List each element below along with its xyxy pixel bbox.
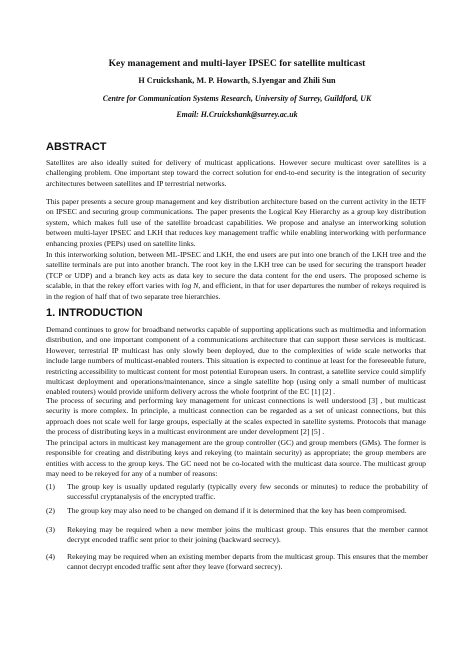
abstract-heading: ABSTRACT: [46, 141, 107, 153]
paper-title: Key management and multi-layer IPSEC for satellite multicast: [108, 58, 366, 69]
abstract-paragraph-3: [46, 250, 426, 302]
intro-paragraph-3: The principal actors in multicast key management are the group controller (GC) and group members (GMs). The former is responsible for creating and distributing keys and rekeying (to maintain security) as appropriate; the group members are entities with access to the group keys. The GC need not be co-located with the multicast data source. The multicast group may need to be rekeyed for any of a number of reasons:: [46, 438, 426, 479]
introduction-heading: 1. INTRODUCTION: [46, 307, 143, 319]
abstract-paragraph-3-end: , and efficient, in that for user departures the number of rekeys required is in the region of half that of two separate tree hierarchies.: [46, 281, 426, 301]
abstract-paragraph-2: This paper presents a secure group management and key distribution architecture based on the current activity in the IETF on IPSEC and securing group communications. The paper presents the Logical Key Hierarchy as a group key distribution system, which makes full use of the satellite broadcast capabilities. We propose and analyse an interworking solution between multi-layer IPSEC and LKH that reduces key management traffic while enabling interworking with performance enhancing proxies (PEPs) used on satellite links.: [46, 197, 426, 248]
list-item-text: Rekeying may be required when a new member joins the multicast group. This ensures that the member cannot decrypt encoded traffic sent prior to their joining (backward secrecy).: [67, 525, 428, 545]
list-item-number: (1): [46, 482, 55, 491]
list-item-number: (3): [46, 525, 55, 534]
paper-authors: H Cruickshank, M. P. Howarth, S.Iyengar and Zhili Sun: [138, 76, 336, 85]
intro-paragraph-1: Demand continues to grow for broadband networks capable of supporting applications such as multimedia and information distribution, and one important component of a communications architecture that can support these services is multicast. However, terrestrial IP multicast has only slowly been deployed, due to the complexities of wide scale networks that include large numbers of multicast-enabled routers. This situation is expected to continue at least for the foreseeable future, restricting accessibility to multicast content for most potential European users. In contrast, a satellite service could simplify multicast deployment and operations/maintenance, since a single satellite hop (using only a small number of multicast enabled routers) would provide uniform delivery across the whole footprint of the EC [1] [2] .: [46, 325, 426, 397]
list-item-text: The group key is usually updated regularly (typically every few seconds or minutes) to reduce the probability of successful cryptanalysis of the encrypted traffic.: [67, 482, 428, 502]
abstract-paragraph-1: Satellites are also ideally suited for delivery of multicast applications. However secure multicast over satellites is a challenging problem. One important step toward the correct solution for end-to-end security is the integration of security architectures between satellites and IP terrestrial networks.: [46, 158, 426, 188]
paper-affiliation: Centre for Communication Systems Research, University of Surrey, Guildford, UK: [102, 94, 372, 103]
list-item-text: The group key may also need to be changed on demand if it is determined that the key has been compromised.: [67, 506, 407, 515]
log-n-formula: log N: [181, 281, 199, 291]
list-item-number: (2): [46, 506, 55, 515]
intro-paragraph-2: The process of securing and performing key management for unicast connections is well understood [3] , but multicast security is more complex. In principle, a multicast connection can be regarded as a set of unicast connections, but this approach does not scale well for large groups, especially at the scales expected in satellite systems. Protocols that manage the process of distributing keys in a multicast environment are under development [2] [5] .: [46, 396, 426, 437]
paper-email: Email: H.Cruickshank@surrey.ac.uk: [176, 110, 298, 119]
abstract-paragraph-3-start: In this interworking solution, between ML-IPSEC and LKH, the end users are put into one branch of the LKH tree and the satellite terminals are put into another branch. The root key in the LKH tree can be used for securing the transport header (TCP or UDP) and a branch key acts as data key to secure the data content for the end users. The proposed scheme is scalable, in that the rekey effort varies with: [46, 250, 426, 291]
list-item-text: Rekeying may be required when an existing member departs from the multicast group. This ensures that the member cannot decrypt encoded traffic sent after they leave (forward secrecy).: [67, 552, 428, 572]
list-item-number: (4): [46, 552, 55, 561]
